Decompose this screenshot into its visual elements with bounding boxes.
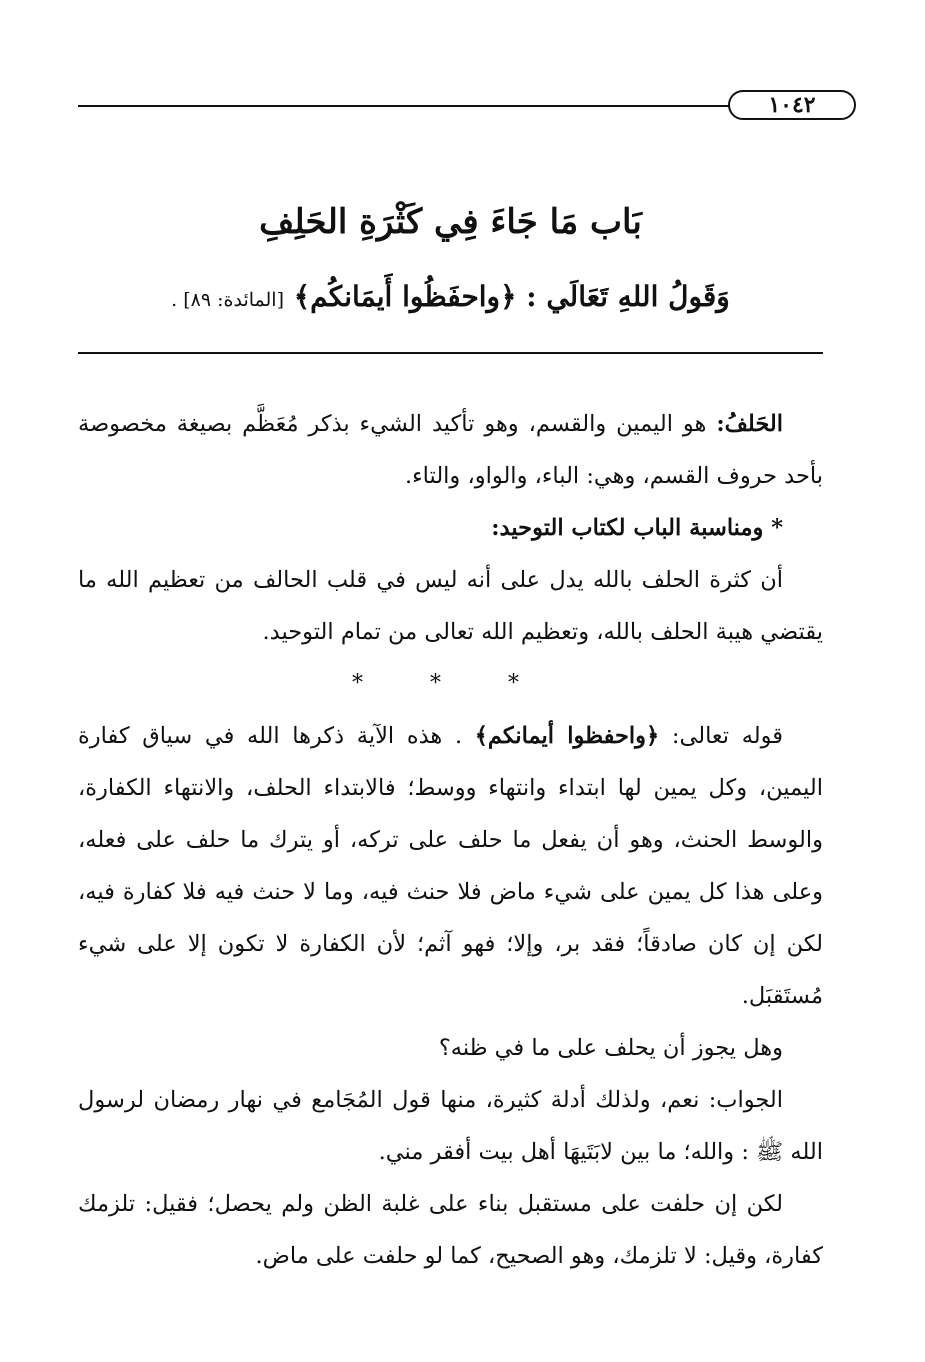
paragraph-question: وهل يجوز أن يحلف على ما في ظنه؟ [438, 1035, 783, 1061]
subtitle-prefix: وَقَولُ اللهِ تَعَالَي : [526, 280, 730, 313]
section-subheading: * ومناسبة الباب لكتاب التوحيد: [491, 515, 783, 541]
paragraph-answer: الجواب: نعم، ولذلك أدلة كثيرة، منها قول المُجَامع في نهار رمضان لرسول الله ﷺ : والله؛ ما بين لابَتَيهَا أهل بيت أفقر مني. [78, 1087, 823, 1165]
verse-quote: ﴿واحفظوا أيمانكم﴾ [474, 723, 660, 749]
header-rule [78, 105, 823, 107]
section-separator: * * * [352, 671, 549, 696]
definition-term: الحَلفُ: [716, 411, 783, 437]
body-text [78, 398, 823, 1282]
page-number: ١٠٤٢ [728, 90, 856, 120]
chapter-subtitle [78, 275, 823, 322]
paragraph-definition [78, 398, 823, 502]
subtitle-verse: ﴿واحفَظُوا أَيمَانكُم﴾ [293, 280, 517, 313]
chapter-title: بَاب مَا جَاءَ فِي كَثْرَةِ الحَلِفِ [259, 202, 642, 242]
title-divider [78, 352, 823, 354]
definition-text: هو اليمين والقسم، وهو تأكيد الشيء بذكر مُعَظَّم بصيغة مخصوصة بأحد حروف القسم، وهي: الباء، والواو، والتاء. [78, 411, 823, 489]
verse-commentary: . هذه الآية ذكرها الله في سياق كفارة اليمين، وكل يمين لها ابتداء وانتهاء ووسط؛ فالابتداء الحلف، والانتهاء الكفارة، والوسط الحنث، وهو أن يفعل ما حلف على تركه، أو يترك ما حلف على فعله، وعلى هذا كل يمين على شيء ماض فلا حنث فيه، وما لا حنث فيه فلا كفارة فيه، لكن إن كان صادقاً؛ فقد بر، وإلا؛ فهو آثم؛ لأن الكفارة لا تكون إلا على شيء مُستَقبَل. [78, 723, 823, 1009]
paragraph-verse-commentary [78, 710, 823, 1022]
paragraph-relevance: أن كثرة الحلف بالله يدل على أنه ليس في قلب الحالف من تعظيم الله ما يقتضي هيبة الحلف بالله، وتعظيم الله تعالى من تمام التوحيد. [78, 567, 823, 645]
page-header [78, 88, 823, 124]
paragraph-conclusion: لكن إن حلفت على مستقبل بناء على غلبة الظن ولم يحصل؛ فقيل: تلزمك كفارة، وقيل: لا تلزمك، وهو الصحيح، كما لو حلفت على ماض. [78, 1191, 823, 1269]
subtitle-reference: [المائدة: ٨٩] . [171, 289, 284, 311]
verse-intro: قوله تعالى: [671, 723, 783, 749]
